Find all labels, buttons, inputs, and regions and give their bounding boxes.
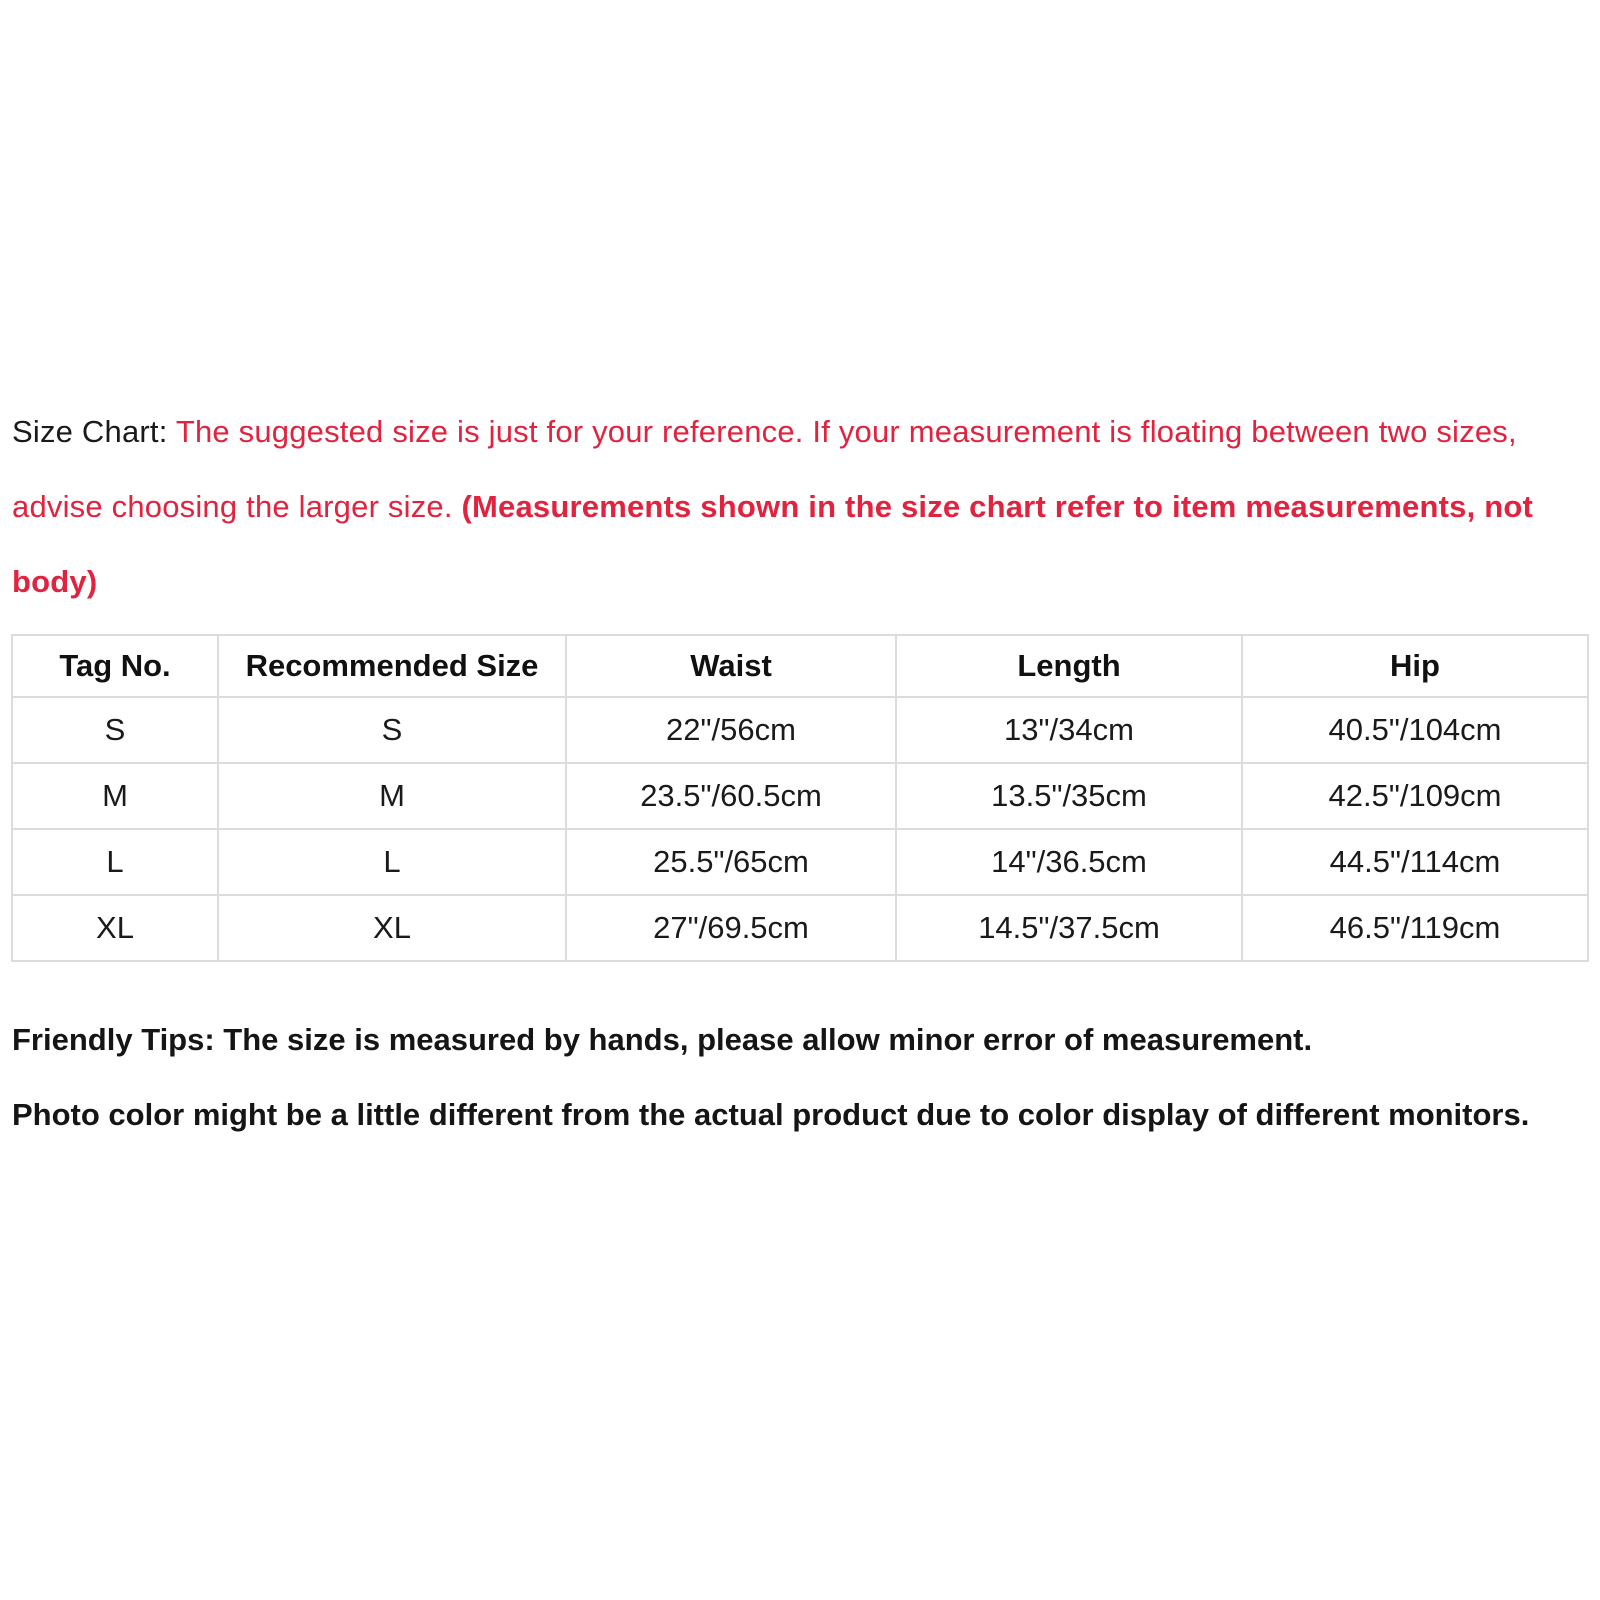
cell-tag-no: S bbox=[12, 697, 218, 763]
cell-hip: 42.5"/109cm bbox=[1242, 763, 1588, 829]
cell-hip: 46.5"/119cm bbox=[1242, 895, 1588, 961]
table-row bbox=[12, 895, 1588, 961]
size-suggestion-note: The suggested size is just for your reference. If your measurement is floating between two sizes, advise choosing the larger size. bbox=[12, 414, 1517, 524]
cell-recommended-size: XL bbox=[218, 895, 566, 961]
cell-tag-no: L bbox=[12, 829, 218, 895]
table-row bbox=[12, 829, 1588, 895]
header-hip: Hip bbox=[1242, 635, 1588, 697]
table-row bbox=[12, 697, 1588, 763]
header-length: Length bbox=[896, 635, 1242, 697]
friendly-tips bbox=[12, 1002, 1582, 1152]
cell-tag-no: M bbox=[12, 763, 218, 829]
size-chart-intro bbox=[12, 394, 1582, 619]
cell-length: 13.5"/35cm bbox=[896, 763, 1242, 829]
tips-color-note: Photo color might be a little different from the actual product due to color display of different monitors. bbox=[12, 1097, 1530, 1132]
cell-hip: 40.5"/104cm bbox=[1242, 697, 1588, 763]
cell-length: 14"/36.5cm bbox=[896, 829, 1242, 895]
table-header-row bbox=[12, 635, 1588, 697]
header-recommended-size: Recommended Size bbox=[218, 635, 566, 697]
tips-measurement-note: Friendly Tips: The size is measured by hands, please allow minor error of measurement. bbox=[12, 1022, 1313, 1057]
cell-hip: 44.5"/114cm bbox=[1242, 829, 1588, 895]
cell-recommended-size: S bbox=[218, 697, 566, 763]
cell-recommended-size: L bbox=[218, 829, 566, 895]
cell-tag-no: XL bbox=[12, 895, 218, 961]
cell-length: 13"/34cm bbox=[896, 697, 1242, 763]
label-separator: : bbox=[158, 414, 176, 449]
measurement-emphasis-note: (Measurements shown in the size chart refer to item measurements, not body) bbox=[12, 489, 1534, 599]
cell-length: 14.5"/37.5cm bbox=[896, 895, 1242, 961]
header-tag-no: Tag No. bbox=[12, 635, 218, 697]
cell-waist: 27"/69.5cm bbox=[566, 895, 896, 961]
cell-waist: 22"/56cm bbox=[566, 697, 896, 763]
cell-recommended-size: M bbox=[218, 763, 566, 829]
cell-waist: 25.5"/65cm bbox=[566, 829, 896, 895]
size-table bbox=[11, 634, 1589, 962]
table-row bbox=[12, 763, 1588, 829]
cell-waist: 23.5"/60.5cm bbox=[566, 763, 896, 829]
header-waist: Waist bbox=[566, 635, 896, 697]
size-chart-label: Size Chart bbox=[12, 414, 159, 449]
